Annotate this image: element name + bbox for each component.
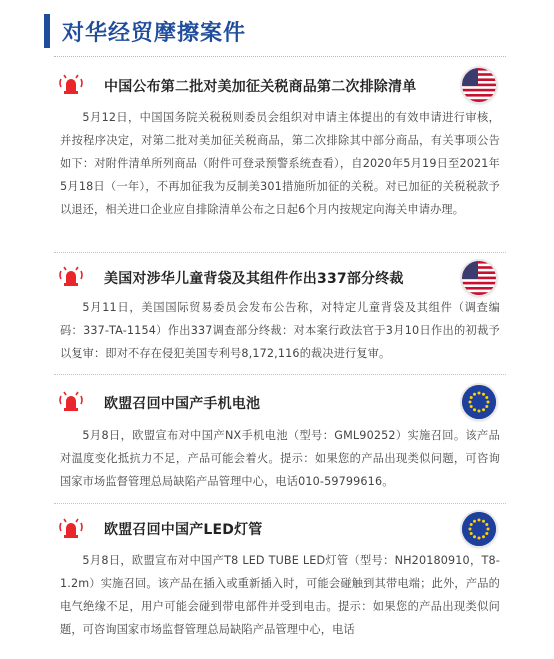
case-body: 5月12日，中国国务院关税税则委员会组织对申请主体提出的有效申请进行审核，并按程序决定，对第二批对美加征关税商品，第二次排除其中部分商品，有关事项公告如下：对附件清单所列商品（附件可登录预警系统查看），自2020年5月19日至2021年5月18日（一年），不再加征我为反制美301措施所加征的关税。对已加征的关税税款予以退还，相关进口企业应自排除清单公布之日起6个月内按规定向海关申请办理。 <box>60 111 500 216</box>
eu-flag-icon <box>462 385 496 419</box>
case-body: 5月11日，美国国际贸易委员会发布公告称，对特定儿童背袋及其组件（调查编码：337-TA-1154）作出337调查部分终裁：对本案行政法官于3月10日作出的初裁予以复审：即对不存在侵犯美国专利号8,172,116的裁决进行复审。 <box>60 301 500 360</box>
case-title: 欧盟召回中国产LED灯管 <box>104 522 263 538</box>
us-flag-icon <box>462 68 496 102</box>
alarm-icon <box>58 516 84 540</box>
case-title: 欧盟召回中国产手机电池 <box>104 396 261 412</box>
divider <box>54 503 506 504</box>
case-body: 5月8日，欧盟宣布对中国产T8 LED TUBE LED灯管（型号：NH20180910，T8-1.2m）实施召回。该产品在插入或重新插入时，可能会碰触到其带电端；此外，产品的电气绝缘不足，用户可能会碰到带电部件并受到电击。提示：如果您的产品出现类似问题，可咨询国家市场监督管理总局缺陷产品管理中心，电话 <box>60 554 500 636</box>
case-body: 5月8日，欧盟宣布对中国产NX手机电池（型号：GML90252）实施召回。该产品对温度变化抵抗力不足，产品可能会着火。提示：如果您的产品出现类似问题，可咨询国家市场监督管理总局缺陷产品管理中心，电话010-59799616。 <box>60 429 500 488</box>
us-flag-icon <box>462 261 496 295</box>
header-accent-bar <box>44 14 50 48</box>
page-title: 对华经贸摩擦案件 <box>62 21 247 46</box>
case-title: 美国对涉华儿童背袋及其组件作出337部分终裁 <box>104 271 404 287</box>
eu-flag-icon <box>462 512 496 546</box>
case-title: 中国公布第二批对美加征关税商品第二次排除清单 <box>104 79 417 95</box>
header-divider <box>54 56 506 57</box>
alarm-icon <box>58 264 84 288</box>
alarm-icon <box>58 389 84 413</box>
divider <box>54 374 506 375</box>
divider <box>54 252 506 253</box>
alarm-icon <box>58 72 84 96</box>
